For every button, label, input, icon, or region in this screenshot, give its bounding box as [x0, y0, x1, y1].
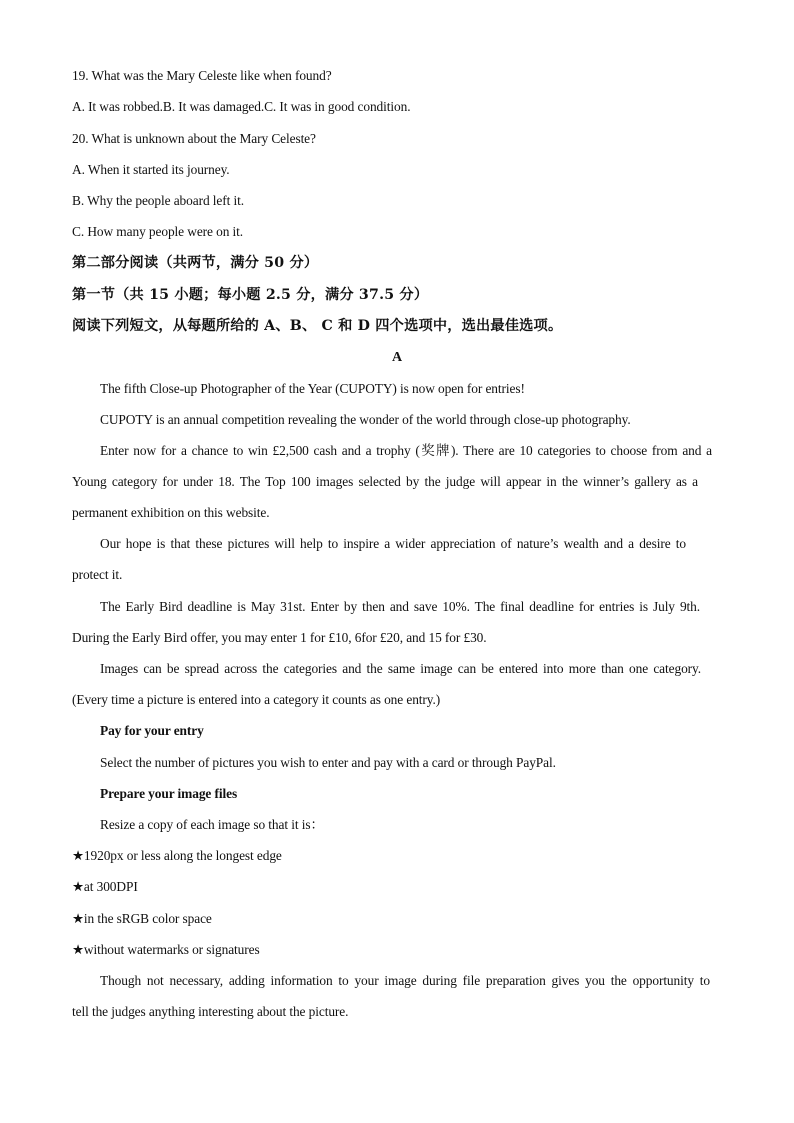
- pay-heading: Pay for your entry: [100, 723, 204, 738]
- question-20-option-b: B. Why the people aboard left it.: [72, 193, 244, 208]
- question-19: 19. What was the Mary Celeste like when found?: [72, 68, 332, 83]
- passage-paragraph-7-line-1: Though not necessary, adding information to your image during file preparation gives you the opportunity to: [100, 973, 710, 988]
- part-heading: 第二部分阅读（共两节，满分 50 分）: [72, 255, 319, 271]
- passage-paragraph-6-line-1: Images can be spread across the categories and the same image can be entered into more than one category.: [100, 661, 701, 676]
- prepare-heading: Prepare your image files: [100, 786, 238, 801]
- passage-paragraph-3-line-1: Enter now for a chance to win £2,500 cash and a trophy (奖牌). There are 10 categories to choose from and a: [100, 443, 712, 458]
- bullet-item: ★in the sRGB color space: [72, 911, 212, 926]
- subsection-heading: 第一节（共 15 小题；每小题 2.5 分，满分 37.5 分）: [72, 287, 429, 303]
- passage-paragraph-5-line-2: During the Early Bird offer, you may enter 1 for £10, 6for £20, and 15 for £30.: [72, 630, 487, 645]
- passage-paragraph-3-line-2: Young category for under 18. The Top 100 images selected by the judge will appear in the winner’s gallery as a: [72, 474, 698, 489]
- bullet-item: ★without watermarks or signatures: [72, 942, 260, 957]
- bullet-item: ★1920px or less along the longest edge: [72, 848, 282, 863]
- question-20-option-a: A. When it started its journey.: [72, 162, 230, 177]
- passage-paragraph-4-line-1: Our hope is that these pictures will help to inspire a wider appreciation of nature’s wealth and a desire to: [100, 536, 686, 551]
- passage-label: A: [391, 350, 402, 365]
- question-19-options: A. It was robbed.B. It was damaged.C. It was in good condition.: [72, 99, 411, 114]
- passage-paragraph-3-line-3: permanent exhibition on this website.: [72, 505, 270, 520]
- passage-paragraph-1: The fifth Close-up Photographer of the Year (CUPOTY) is now open for entries!: [100, 381, 525, 396]
- question-20-option-c: C. How many people were on it.: [72, 224, 244, 239]
- passage-paragraph-2: CUPOTY is an annual competition revealing the wonder of the world through close-up photography.: [100, 412, 631, 427]
- passage-paragraph-4-line-2: protect it.: [72, 567, 123, 582]
- prepare-text: Resize a copy of each image so that it is：: [100, 817, 324, 832]
- passage-paragraph-6-line-2: (Every time a picture is entered into a category it counts as one entry.): [72, 692, 441, 707]
- section-instruction: 阅读下列短文，从每题所给的 A、B、 C 和 D 四个选项中，选出最佳选项。: [72, 318, 563, 334]
- question-20: 20. What is unknown about the Mary Celeste?: [72, 131, 316, 146]
- bullet-item: ★at 300DPI: [72, 879, 138, 894]
- passage-paragraph-5-line-1: The Early Bird deadline is May 31st. Enter by then and save 10%. The final deadline for entries is July 9th.: [100, 599, 700, 614]
- passage-paragraph-7-line-2: tell the judges anything interesting about the picture.: [72, 1004, 349, 1019]
- pay-text: Select the number of pictures you wish to enter and pay with a card or through PayPal.: [100, 755, 556, 770]
